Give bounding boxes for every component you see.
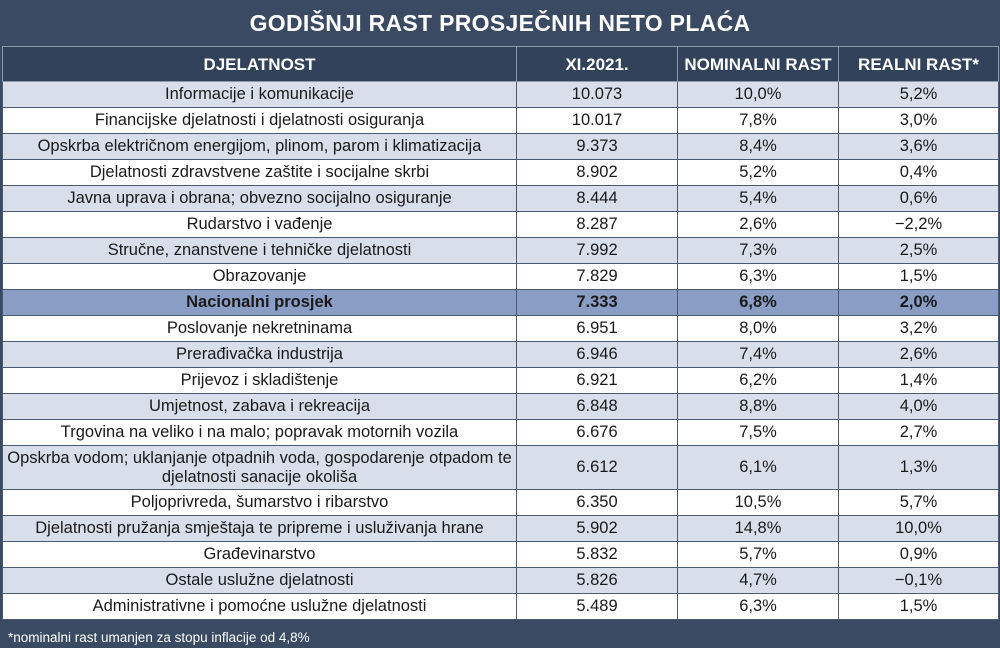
table-row [3,516,999,542]
cell-activity: Poljoprivreda, šumarstvo i ribarstvo [3,490,517,516]
table-row [3,568,999,594]
cell-nominal-growth: 6,3% [678,264,839,290]
cell-activity: Nacionalni prosjek [3,290,517,316]
cell-real-growth: 1,3% [839,446,999,490]
cell-salary: 5.489 [517,594,678,620]
cell-real-growth: 3,0% [839,108,999,134]
cell-nominal-growth: 7,5% [678,420,839,446]
cell-activity: Djelatnosti pružanja smještaja te pripreme i usluživanja hrane [3,516,517,542]
table-row [3,186,999,212]
table-row [3,394,999,420]
table-row [3,342,999,368]
footnote: *nominalni rast umanjen za stopu inflacije od 4,8% [8,630,310,645]
table-row [3,108,999,134]
wage-growth-table [2,46,999,620]
cell-nominal-growth: 14,8% [678,516,839,542]
cell-real-growth: 2,7% [839,420,999,446]
cell-real-growth: 2,6% [839,342,999,368]
cell-real-growth: 5,2% [839,82,999,108]
table-row [3,212,999,238]
cell-nominal-growth: 8,0% [678,316,839,342]
column-header-nominal-growth: NOMINALNI RAST [678,47,839,82]
cell-activity: Opskrba električnom energijom, plinom, parom i klimatizacija [3,134,517,160]
table-row [3,134,999,160]
column-header-activity: DJELATNOST [3,47,517,82]
table-row-national-average [3,290,999,316]
cell-real-growth: 3,6% [839,134,999,160]
cell-nominal-growth: 5,2% [678,160,839,186]
cell-nominal-growth: 6,3% [678,594,839,620]
cell-nominal-growth: 10,0% [678,82,839,108]
cell-salary: 8.287 [517,212,678,238]
chart-title: GODIŠNJI RAST PROSJEČNIH NETO PLAĆA [249,9,751,36]
column-header-salary: XI.2021. [517,47,678,82]
table-row [3,316,999,342]
cell-nominal-growth: 6,2% [678,368,839,394]
cell-activity: Rudarstvo i vađenje [3,212,517,238]
cell-activity: Informacije i komunikacije [3,82,517,108]
cell-nominal-growth: 7,4% [678,342,839,368]
cell-salary: 7.333 [517,290,678,316]
cell-real-growth: 2,0% [839,290,999,316]
table-header-row [3,47,999,82]
cell-activity: Građevinarstvo [3,542,517,568]
cell-activity: Administrativne i pomoćne uslužne djelatnosti [3,594,517,620]
cell-nominal-growth: 7,3% [678,238,839,264]
cell-salary: 8.902 [517,160,678,186]
cell-salary: 5.902 [517,516,678,542]
cell-real-growth: 0,6% [839,186,999,212]
cell-salary: 6.921 [517,368,678,394]
cell-salary: 6.612 [517,446,678,490]
cell-salary: 7.992 [517,238,678,264]
cell-activity: Opskrba vodom; uklanjanje otpadnih voda, gospodarenje otpadom te djelatnosti sanacije okoliša [3,446,517,490]
cell-salary: 6.676 [517,420,678,446]
cell-salary: 10.017 [517,108,678,134]
table-row [3,160,999,186]
cell-salary: 6.946 [517,342,678,368]
cell-real-growth: 1,4% [839,368,999,394]
cell-nominal-growth: 5,7% [678,542,839,568]
cell-nominal-growth: 7,8% [678,108,839,134]
cell-nominal-growth: 6,1% [678,446,839,490]
cell-real-growth: 0,4% [839,160,999,186]
cell-activity: Poslovanje nekretninama [3,316,517,342]
cell-real-growth: 1,5% [839,594,999,620]
cell-nominal-growth: 8,4% [678,134,839,160]
cell-salary: 7.829 [517,264,678,290]
cell-activity: Stručne, znanstvene i tehničke djelatnosti [3,238,517,264]
cell-nominal-growth: 2,6% [678,212,839,238]
cell-nominal-growth: 4,7% [678,568,839,594]
table-row [3,446,999,490]
cell-activity: Ostale uslužne djelatnosti [3,568,517,594]
cell-real-growth: 4,0% [839,394,999,420]
cell-salary: 8.444 [517,186,678,212]
cell-real-growth: 0,9% [839,542,999,568]
cell-nominal-growth: 5,4% [678,186,839,212]
cell-real-growth: 3,2% [839,316,999,342]
cell-activity: Umjetnost, zabava i rekreacija [3,394,517,420]
cell-salary: 6.350 [517,490,678,516]
cell-real-growth: 10,0% [839,516,999,542]
cell-activity: Obrazovanje [3,264,517,290]
table-body [3,82,999,620]
table-row [3,490,999,516]
table-row [3,368,999,394]
cell-salary: 9.373 [517,134,678,160]
cell-salary: 10.073 [517,82,678,108]
table-row [3,82,999,108]
table-row [3,238,999,264]
cell-salary: 6.951 [517,316,678,342]
cell-activity: Prerađivačka industrija [3,342,517,368]
cell-activity: Prijevoz i skladištenje [3,368,517,394]
cell-real-growth: 1,5% [839,264,999,290]
cell-salary: 6.848 [517,394,678,420]
table-row [3,420,999,446]
table-row [3,264,999,290]
cell-nominal-growth: 10,5% [678,490,839,516]
cell-real-growth: 2,5% [839,238,999,264]
cell-nominal-growth: 6,8% [678,290,839,316]
cell-real-growth: −2,2% [839,212,999,238]
cell-activity: Trgovina na veliko i na malo; popravak motornih vozila [3,420,517,446]
cell-activity: Djelatnosti zdravstvene zaštite i socijalne skrbi [3,160,517,186]
cell-nominal-growth: 8,8% [678,394,839,420]
cell-real-growth: 5,7% [839,490,999,516]
cell-salary: 5.826 [517,568,678,594]
cell-real-growth: −0,1% [839,568,999,594]
cell-activity: Javna uprava i obrana; obvezno socijalno osiguranje [3,186,517,212]
cell-salary: 5.832 [517,542,678,568]
table-row [3,594,999,620]
table-row [3,542,999,568]
cell-activity: Financijske djelatnosti i djelatnosti osiguranja [3,108,517,134]
column-header-real-growth: REALNI RAST* [839,47,999,82]
